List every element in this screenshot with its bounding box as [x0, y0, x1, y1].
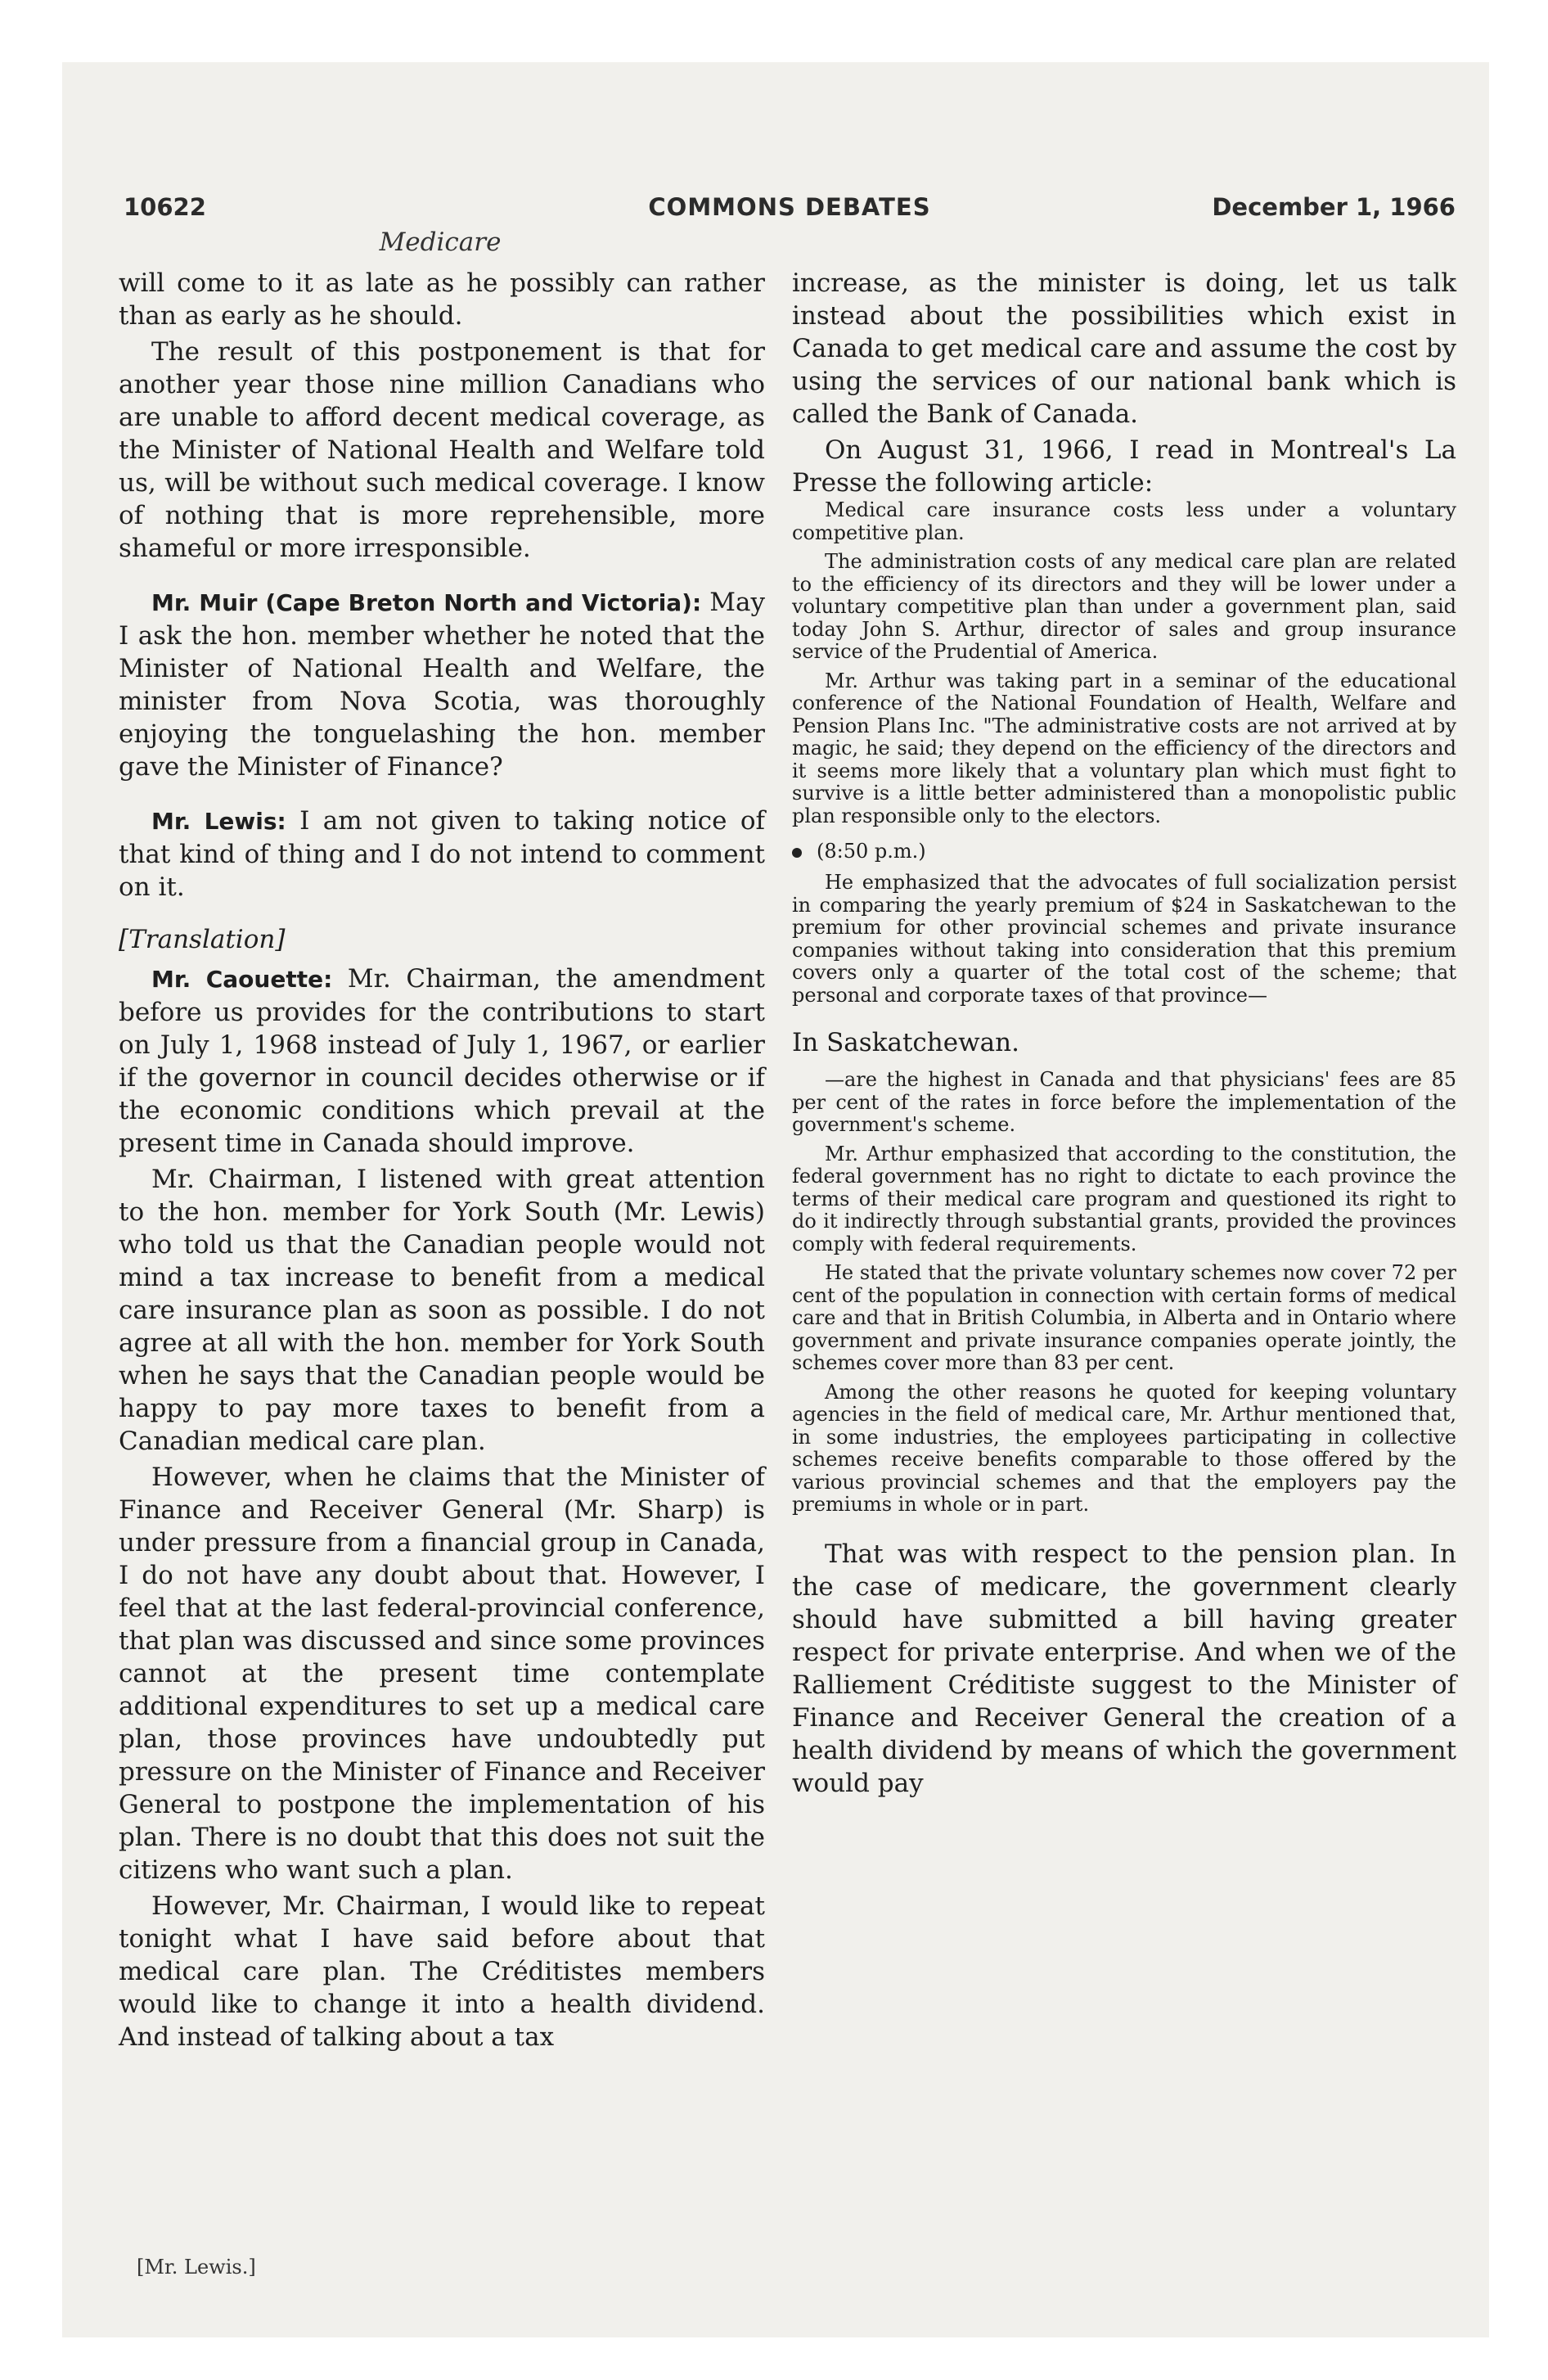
speech-paragraph — [119, 805, 765, 904]
speech-paragraph — [119, 586, 765, 783]
speaker-name: Mr. Muir (Cape Breton North and Victoria): — [151, 589, 702, 616]
left-column — [119, 267, 765, 2053]
speech-text: May I ask the hon. member whether he noted that the Minister of National Health and Welfare, the minister from Nova Scotia, was thoroughly enjoying the tonguelashing the hon. member gave the Minister of Finance? — [119, 588, 765, 782]
paragraph: However, Mr. Chairman, I would like to repeat tonight what I have said before about that medical care plan. The Créditistes members would like to change it into a health dividend. And instead of talking about a tax — [119, 1891, 765, 2052]
quoted-paragraph: Mr. Arthur emphasized that according to the constitution, the federal government has no right to dictate to each province the terms of their medical care program and questioned its right to do it indirectly through substantial grants, provided the provinces comply with federal requirements. — [792, 1142, 1456, 1255]
time-stamp — [792, 839, 1456, 863]
page-number: 10622 — [124, 193, 206, 221]
speech-text: Mr. Chairman, the amendment before us provides for the contributions to start on July 1, 1968 instead of July 1, 1967, or earlier if the governor in council decides otherwise or if the economic conditions which prevail at the present time in Canada should improve. — [119, 964, 766, 1158]
speech-paragraph — [119, 962, 765, 1160]
paragraph: On August 31, 1966, I read in Montreal's La Presse the following article: — [792, 435, 1456, 498]
paragraph: increase, as the minister is doing, let us talk instead about the possibilities which exist in Canada to get medical care and assume the cost by using the services of our national bank which is called the Bank of Canada. — [792, 268, 1456, 429]
speaker-name: Mr. Caouette: — [151, 966, 333, 993]
speech-text: I am not given to taking notice of that kind of thing and I do not intend to comment on it. — [119, 806, 765, 902]
inserted-remark: In Saskatchewan. — [792, 1028, 1019, 1057]
quoted-paragraph: He stated that the private voluntary schemes now cover 72 per cent of the population in connection with certain forms of medical care and that in British Columbia, in Alberta and in Ontario where government and private insurance companies operate jointly, the schemes cover more than 83 per cent. — [792, 1261, 1456, 1374]
quoted-paragraph: Among the other reasons he quoted for keeping voluntary agencies in the field of medical care, Mr. Arthur mentioned that, in some industries, the employees participating in collective schemes receive benefits comparable to those offered by the various provincial schemes and that the employers pay the premiums in whole or in part. — [792, 1380, 1456, 1516]
quoted-paragraph: Mr. Arthur was taking part in a seminar of the educational conference of the National Foundation of Health, Welfare and Pension Plans Inc. "The administrative costs are not arrived at by magic, he said; they depend on the efficiency of the directors and it seems more likely that a voluntary plan which must fight to survive is a little better administered than a monopolistic public plan responsible only to the electors. — [792, 669, 1456, 827]
quoted-paragraph: Medical care insurance costs less under a voluntary competitive plan. — [792, 498, 1456, 544]
quoted-paragraph: —are the highest in Canada and that physicians' fees are 85 per cent of the rates in force before the implementation of the government's scheme. — [792, 1068, 1456, 1136]
publication-title: COMMONS DEBATES — [648, 193, 931, 221]
subject-heading: Medicare — [379, 228, 502, 257]
page-header — [124, 193, 1456, 231]
bullet-icon — [792, 848, 802, 858]
page-footer: [Mr. Lewis.] — [137, 2256, 256, 2279]
right-column — [792, 267, 1456, 1800]
paragraph: Mr. Chairman, I listened with great attention to the hon. member for York South (Mr. Lewis) who told us that the Canadian people would not mind a tax increase to benefit from a medical care insurance plan as soon as possible. I do not agree at all with the hon. member for York South when he says that the Canadian people would be happy to pay more taxes to benefit from a Canadian medical care plan. — [119, 1165, 765, 1456]
paragraph: That was with respect to the pension plan. In the case of medicare, the government clearly should have submitted a bill having greater respect for private enterprise. And when we of the Ralliement Créditiste suggest to the Minister of Finance and Receiver General the creation of a health dividend by means of which the government would pay — [792, 1539, 1456, 1798]
paragraph: will come to it as late as he possibly can rather than as early as he should. — [119, 268, 765, 331]
paragraph: The result of this postponement is that for another year those nine million Canadians who are unable to afford decent medical coverage, as the Minister of National Health and Welfare told us, will be without such medical coverage. I know of nothing that is more reprehensible, more shameful or more irresponsible. — [119, 337, 765, 563]
translation-marker: [Translation] — [119, 925, 286, 954]
paragraph: However, when he claims that the Minister of Finance and Receiver General (Mr. Sharp) is under pressure from a financial group in Canada, I do not have any doubt about that. However, I feel that at the last federal-provincial conference, that plan was discussed and since some provinces cannot at the present time contemplate additional expenditures to set up a medical care plan, those provinces have undoubtedly put pressure on the Minister of Finance and Receiver General to postpone the implementation of his plan. There is no doubt that this does not suit the citizens who want such a plan. — [119, 1463, 765, 1885]
speaker-name: Mr. Lewis: — [151, 808, 286, 835]
quoted-paragraph: He emphasized that the advocates of full socialization persist in comparing the yearly premium of $24 in Saskatchewan to the premium for other provincial schemes and private insurance companies without taking into consideration that this premium covers only a quarter of the total cost of the scheme; that personal and corporate taxes of that province— — [792, 871, 1456, 1007]
page-date: December 1, 1966 — [1212, 193, 1456, 221]
quoted-paragraph: The administration costs of any medical care plan are related to the efficiency of its directors and they will be lower under a voluntary competitive plan than under a government plan, said today John S. Arthur, director of sales and group insurance service of the Prudential of America. — [792, 550, 1456, 663]
time-text: (8:50 p.m.) — [817, 840, 926, 863]
